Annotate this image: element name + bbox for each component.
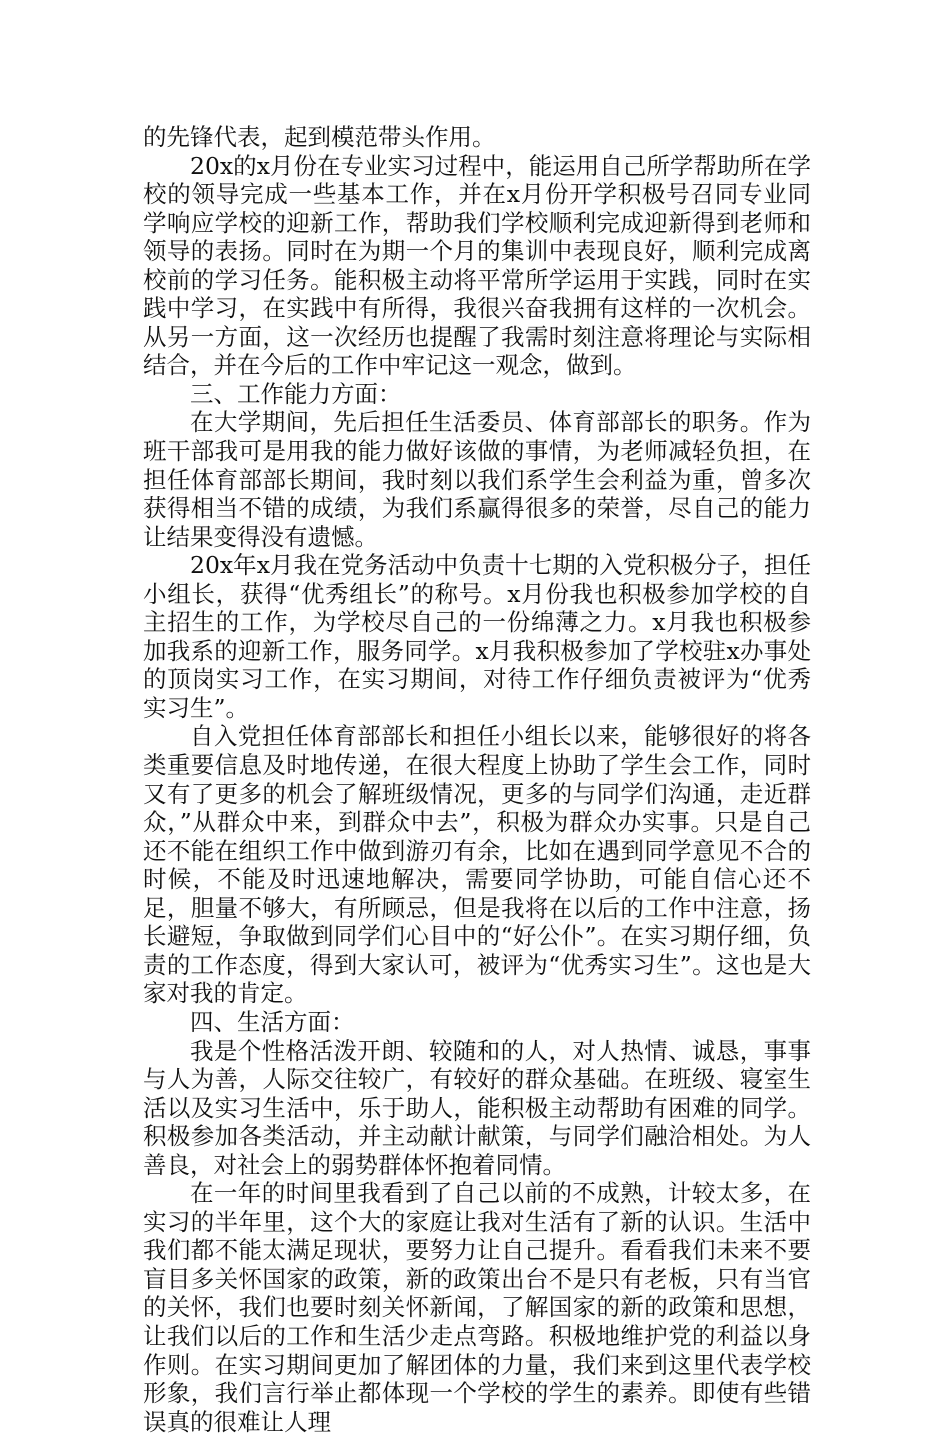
paragraph-internship: 20x的x月份在专业实习过程中，能运用自己所学帮助所在学校的领导完成一些基本工作，并在x月份开学积极号召同专业同学响应学校的迎新工作，帮助我们学校顺利完成迎新得到老师和领导的表扬。同时在为期一个月的集训中表现良好，顺利完成离校前的学习任务。能积极主动将平常所学运用于实践，同时在实践中学习，在实践中有所得，我很兴奋我拥有这样的一次机会。从另一方面，这一次经历也提醒了我需时刻注意将理论与实际相结合，并在今后的工作中牢记这一观念，做到。 <box>143 151 811 380</box>
document-page <box>143 123 811 1436</box>
section-heading-work-ability: 三、工作能力方面： <box>190 379 402 408</box>
paragraph-university-roles: 在大学期间，先后担任生活委员、体育部部长的职务。作为班干部我可是用我的能力做好该做的事情，为老师减轻负担，在担任体育部部长期间，我时刻以我们系学生会利益为重，曾多次获得相当不错的成绩，为我们系赢得很多的荣誉，尽自己的能力让结果变得没有遗憾。 <box>143 408 811 551</box>
paragraph-since-joining-party: 自入党担任体育部部长和担任小组长以来，能够很好的将各类重要信息及时地传递，在很大程度上协助了学生会工作，同时又有了更多的机会了解班级情况，更多的与同学们沟通，走近群众，”从群众中来，到群众中去”，积极为群众办实事。只是自己还不能在组织工作中做到游刃有余，比如在遇到同学意见不合的时候，不能及时迅速地解决，需要同学协助，可能自信心还不足，胆量不够大，有所顾忌，但是我将在以后的工作中注意，扬长避短，争取做到同学们心目中的“好公仆”。在实习期仔细，负责的工作态度，得到大家认可，被评为“优秀实习生”。这也是大家对我的肯定。 <box>143 722 811 1008</box>
paragraph-one-year-reflection: 在一年的时间里我看到了自己以前的不成熟，计较太多，在实习的半年里，这个大的家庭让我对生活有了新的认识。生活中我们都不能太满足现状，要努力让自己提升。看看我们未来不要盲目多关怀国家的政策，新的政策出台不是只有老板，只有当官的关怀，我们也要时刻关怀新闻，了解国家的新的政策和思想，让我们以后的工作和生活少走点弯路。积极地维护党的利益以身作则。在实习期间更加了解团体的力量，我们来到这里代表学校形象，我们言行举止都体现一个学校的学生的素养。即使有些错误真的很难让人理 <box>143 1179 811 1436</box>
paragraph-continuation: 的先锋代表，起到模范带头作用。 <box>143 123 496 151</box>
paragraph-personality: 我是个性格活泼开朗、较随和的人，对人热情、诚恳，事事与人为善，人际交往较广，有较好的群众基础。在班级、寝室生活以及实习生活中，乐于助人，能积极主动帮助有困难的同学。积极参加各类活动，并主动献计献策，与同学们融洽相处。为人善良，对社会上的弱势群体怀抱着同情。 <box>143 1036 811 1179</box>
section-heading-life: 四、生活方面： <box>190 1007 355 1036</box>
paragraph-party-activities: 20x年x月我在党务活动中负责十七期的入党积极分子，担任小组长，获得“优秀组长”的称号。x月份我也积极参加学校的自主招生的工作，为学校尽自己的一份绵薄之力。x月我也积极参加我系的迎新工作，服务同学。x月我积极参加了学校驻x办事处的顶岗实习工作，在实习期间，对待工作仔细负责被评为“优秀实习生”。 <box>143 551 811 722</box>
